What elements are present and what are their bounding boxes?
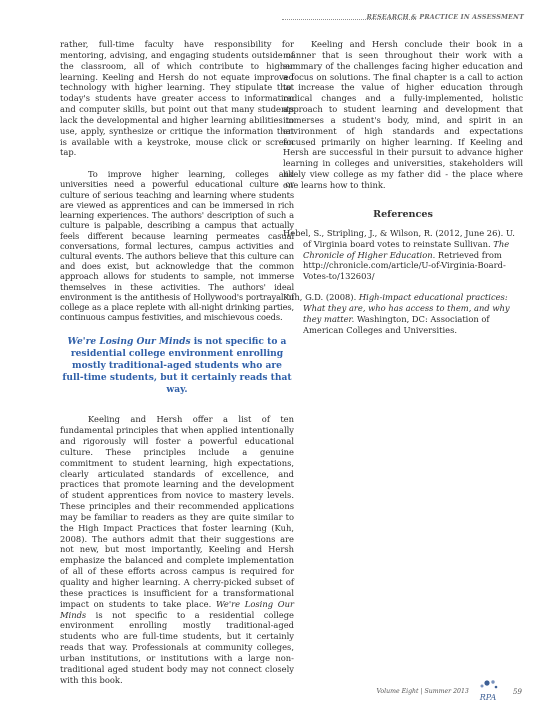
logo-text: RPA [479, 693, 497, 702]
left-paragraph-3a: Keeling and Hersh offer a list of ten fundamental principles that when applied intentionally and rigorously will foster a powerful educational culture. These principles include a genuine commitment to student learning, high expectations, clearly articulated standards of excellence, and practices that promote learning and the development of student apprentices from novice to mastery levels. These principles and their recommended applications may be familiar to readers as they are quite similar to the High Impact Practices that foster learning (Kuh, 2008). The authors admit that their suggestions are not new, but most importantly, Keeling and Hersh emphasize the balanced and complete implementation of all of these efforts across campus is required for quality and higher learning. A cherry-picked subset of these practices is insufficient for a transformational impact on students to take place. [60, 414, 294, 609]
reference-hebel-source: The Chronicle of Higher Education. [303, 238, 510, 260]
left-paragraph-3 [60, 414, 294, 685]
reference-hebel-a: Hebel, S., Stripling, J., & Wilson, R. (2012, June 26). U. of Virginia board votes to reinstate Sullivan. [283, 227, 515, 249]
reference-hebel [283, 228, 523, 282]
reference-kuh-title: High-impact educational practices: What they are, who has access to them, and why they matter. [303, 292, 510, 324]
rpa-logo-icon [473, 678, 503, 704]
volume-label: Volume Eight | Summer 2013 [376, 687, 469, 695]
left-paragraph-3b: is not specific to a residential college environment enrolling mostly traditional-aged students who are full-time students, but it certainly reads that way. Professionals at community colleges, urban institutions, or institutions with a large non-traditional aged student body may not connect closely with this book. [60, 609, 294, 685]
left-paragraph-3-book-title: We're Losing Our Minds [60, 598, 294, 620]
pull-quote [62, 336, 292, 396]
reference-hebel-b: Retrieved from http://chronicle.com/article/U-of-Virginia-Board-Votes-to/132603/ [303, 249, 506, 282]
left-paragraph-1: rather, full-time faculty have responsibility for mentoring, advising, and engaging students outside of the classroom, all of which contribute to higher learning. Keeling and Hersh do not equate improved technology with higher learning. They stipulate that today's students have greater access to information and computer skills, but point out that many students lack the developmental and higher learning abilities to use, apply, synthesize or critique the information that is available with a keystroke, mouse click or screen tap. [60, 39, 294, 158]
pull-quote-text: is not specific to a residential college environment enrolling mostly traditional-aged students who are full-time students, but it certainly reads that way. [62, 336, 292, 396]
left-column [60, 39, 294, 685]
right-paragraph-1: Keeling and Hersh conclude their book in a manner that is seen throughout their work with a summary of the challenges facing higher education and a focus on solutions. The final chapter is a call to action to increase the value of higher education through radical changes and a fully-implemented, holistic approach to student learning and development that immerses a student's body, mind, and spirit in an environment of high standards and expectations focused primarily on higher learning. If Keeling and Hersh are successful in their pursuit to advance higher learning in colleges and universities, stakeholders will likely view college as my father did - the place where one learns how to think. [283, 39, 523, 190]
reference-kuh-a: Kuh, G.D. (2008). [283, 292, 359, 303]
page-number: 59 [512, 686, 522, 696]
running-head: RESEARCH & PRACTICE IN ASSESSMENT [366, 14, 524, 21]
page-footer [377, 678, 522, 704]
references-heading: References [373, 208, 433, 220]
right-column [283, 39, 523, 345]
reference-kuh-b: Washington, DC: Association of American Colleges and Universities. [303, 313, 490, 335]
reference-kuh [283, 292, 523, 335]
pull-quote-book-title: We're Losing Our Minds [67, 336, 191, 348]
left-paragraph-2: To improve higher learning, colleges and universities need a powerful educational culture or culture of serious teaching and learning where students are viewed as apprentices and can be immersed in rich learning experiences. The authors' description of such a culture is palpable, describing a campus that actually feels different because learning permeates casual conversations, formal lectures, campus activities and cultural events. The authors believe that this culture can and does exist, but acknowledge that the common approach allows for students to sample, not immerse themselves in these activities. The authors' ideal environment is the antithesis of Hollywood's portrayal of college as a place replete with all-night drinking parties, continuous campus festivities, and mischievous coeds. [60, 169, 294, 323]
